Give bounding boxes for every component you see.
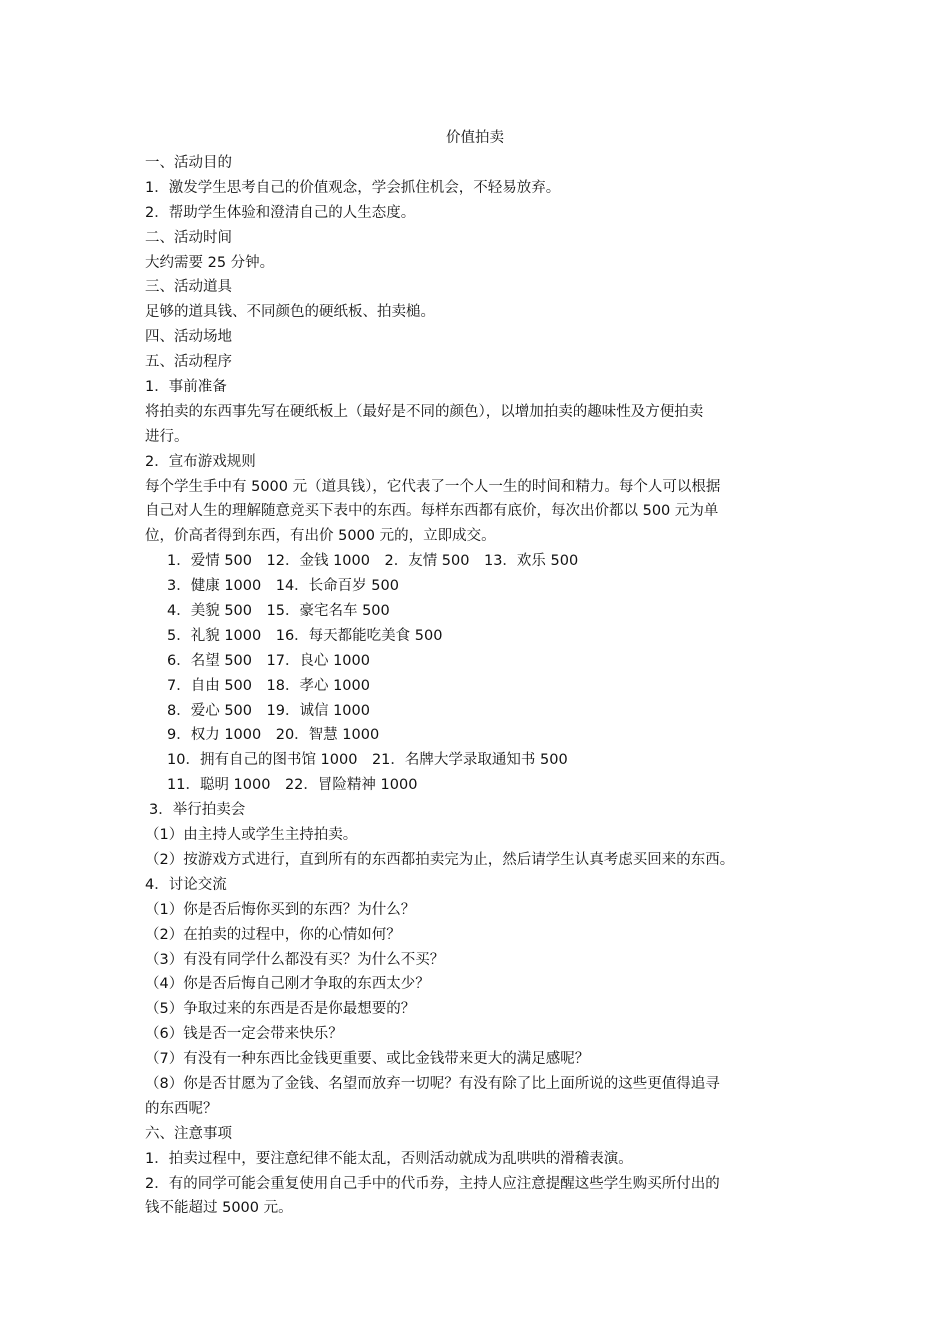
discussion-question: （7）有没有一种东西比金钱更重要、或比金钱带来更大的满足感呢？ xyxy=(145,1051,590,1068)
paragraph: 1．激发学生思考自己的价值观念，学会抓住机会，不轻易放弃。 xyxy=(145,179,561,196)
section-heading: 四、活动场地 xyxy=(145,329,232,346)
paragraph: 每个学生手中有 5000 元（道具钱），它代表了一个人一生的时间和精力。每个人可以根据 xyxy=(145,478,721,495)
paragraph: 2．帮助学生体验和澄清自己的人生态度。 xyxy=(145,204,416,221)
paragraph: 自己对人生的理解随意竞买下表中的东西。每样东西都有底价，每次出价都以 500 元为单 xyxy=(145,503,719,520)
section-heading: 三、活动道具 xyxy=(145,279,232,296)
paragraph: 大约需要 25 分钟。 xyxy=(145,254,275,271)
discussion-question: （3）有没有同学什么都没有买？为什么不买？ xyxy=(145,951,445,968)
subsection-heading: 3．举行拍卖会 xyxy=(149,802,246,819)
auction-item-line: 7．自由 500 18．孝心 1000 xyxy=(167,677,370,694)
discussion-question: （6）钱是否一定会带来快乐？ xyxy=(145,1026,343,1043)
subsection-heading: 4．讨论交流 xyxy=(145,876,227,893)
discussion-question: （8）你是否甘愿为了金钱、名望而放弃一切呢？有没有除了比上面所说的这些更值得追寻 xyxy=(145,1075,720,1092)
discussion-question: （1）你是否后悔你买到的东西？为什么？ xyxy=(145,901,416,918)
auction-item-line: 6．名望 500 17．良心 1000 xyxy=(167,652,370,669)
paragraph: （1）由主持人或学生主持拍卖。 xyxy=(145,827,358,844)
paragraph: 足够的道具钱、不同颜色的硬纸板、拍卖槌。 xyxy=(145,304,435,321)
paragraph: 将拍卖的东西事先写在硬纸板上（最好是不同的颜色），以增加拍卖的趣味性及方便拍卖 xyxy=(145,403,704,420)
auction-item-line: 9．权力 1000 20．智慧 1000 xyxy=(167,727,380,744)
auction-item-line: 5．礼貌 1000 16．每天都能吃美食 500 xyxy=(167,627,443,644)
paragraph: 钱不能超过 5000 元。 xyxy=(145,1200,293,1217)
section-heading: 五、活动程序 xyxy=(145,354,232,371)
section-heading: 二、活动时间 xyxy=(145,229,232,246)
auction-item-line: 1．爱情 500 12．金钱 1000 2．友情 500 13．欢乐 500 xyxy=(167,553,579,570)
auction-item-line: 8．爱心 500 19．诚信 1000 xyxy=(167,702,370,719)
discussion-question: （5）争取过来的东西是否是你最想要的？ xyxy=(145,1001,416,1018)
discussion-question: （4）你是否后悔自己刚才争取的东西太少？ xyxy=(145,976,430,993)
document-body xyxy=(145,151,825,1221)
auction-item-line: 10．拥有自己的图书馆 1000 21．名牌大学录取通知书 500 xyxy=(167,752,568,769)
discussion-question: （2）在拍卖的过程中，你的心情如何？ xyxy=(145,926,401,943)
auction-item-line: 4．美貌 500 15．豪宅名车 500 xyxy=(167,603,390,620)
paragraph: 2．有的同学可能会重复使用自己手中的代币券，主持人应注意提醒这些学生购买所付出的 xyxy=(145,1175,720,1192)
discussion-question: 的东西呢？ xyxy=(145,1100,218,1117)
document-title: 价值拍卖 xyxy=(446,130,504,146)
paragraph: 进行。 xyxy=(145,428,189,445)
paragraph: （2）按游戏方式进行，直到所有的东西都拍卖完为止，然后请学生认真考虑买回来的东西。 xyxy=(145,851,735,868)
paragraph: 位，价高者得到东西，有出价 5000 元的，立即成交。 xyxy=(145,528,496,545)
auction-item-line: 3．健康 1000 14．长命百岁 500 xyxy=(167,578,399,595)
paragraph: 1．拍卖过程中，要注意纪律不能太乱，否则活动就成为乱哄哄的滑稽表演。 xyxy=(145,1150,633,1167)
auction-item-line: 11．聪明 1000 22．冒险精神 1000 xyxy=(167,777,418,794)
section-heading: 六、注意事项 xyxy=(145,1125,232,1142)
section-heading: 一、活动目的 xyxy=(145,155,232,171)
subsection-heading: 2．宣布游戏规则 xyxy=(145,453,256,470)
subsection-heading: 1．事前准备 xyxy=(145,379,227,396)
